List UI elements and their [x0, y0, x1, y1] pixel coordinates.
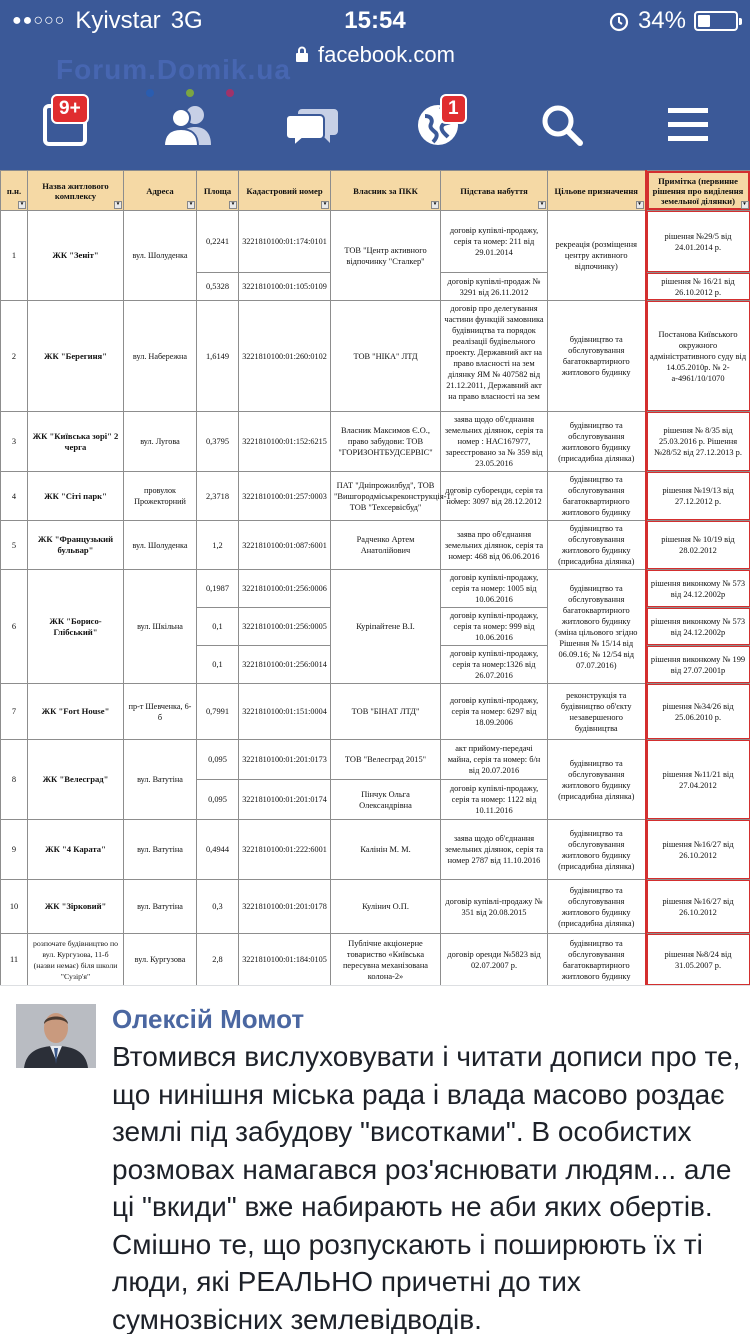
post-text: Втомився вислуховувати і читати дописи про те, що нинішня міська рада і влада масово роздає землі під забудову "висотками". В особистих розмовах намагався роз'яснювати людям... але ці "вкиди" вже набирають не аби яких обертів. Смішно те, що розпускають і поширюють їх ті люди, які РЕАЛЬНО причетні до тих сумнозвісних землевідводів.: [112, 1041, 741, 1334]
cell: рішення № 10/19 від 28.02.2012: [646, 521, 750, 570]
cell: ТОВ "НІКА" ЛТД: [331, 301, 441, 412]
cell: вул. Ватутіна: [124, 820, 197, 880]
cell: Пінчук Ольга Олександрівна: [331, 780, 441, 820]
table-row: [1, 880, 750, 934]
cell: договір купівлі-продажу, серія та номер:1326 від 26.07.2016: [441, 646, 548, 684]
cell: вул. Шолуденка: [124, 211, 197, 301]
menu-icon: [666, 105, 710, 145]
cell: договір купівлі-продажу, серія та номер: 211 від 29.01.2014: [441, 211, 548, 273]
cell: вул. Лугова: [124, 412, 197, 472]
post-image-land-registry-table[interactable]: [0, 170, 750, 985]
cell: договір купівлі-продажу, серія та номер: 1122 від 10.11.2016: [441, 780, 548, 820]
cell: 2: [1, 301, 28, 412]
column-header: Цільове призначення ▾: [548, 171, 646, 211]
cell: 3221810100:01:087:6001: [239, 521, 331, 570]
cell: рішення виконкому № 573 від 24.12.2002р: [646, 608, 750, 646]
cell: 3221810100:01:184:0105: [239, 934, 331, 986]
cell: рішення виконкому № 573 від 24.12.2002р: [646, 570, 750, 608]
cell: ТОВ "Центр активного відпочинку "Сталкер": [331, 211, 441, 301]
cell: 3221810100:01:174:0101: [239, 211, 331, 273]
cell: рішення №11/21 від 27.04.2012: [646, 740, 750, 820]
cell: рішення №8/24 від 31.05.2007 р.: [646, 934, 750, 986]
column-header: Кадастровий номер ▾: [239, 171, 331, 211]
cell: [441, 301, 548, 412]
cell: будівництво та обслуговування багатоквартирного житлового будинку: [548, 472, 646, 521]
column-header: Адреса ▾: [124, 171, 197, 211]
clock: 15:54: [344, 7, 406, 34]
cell: ЖК "Київська зорі" 2 черга: [28, 412, 124, 472]
cell: ЖК "Борисо-Глібський": [28, 570, 124, 684]
cell: будівництво та обслуговування житлового будинку (присадибна ділянка): [548, 740, 646, 820]
cell: рішення виконкому № 199 від 27.07.2001р: [646, 646, 750, 684]
cell: 10: [1, 880, 28, 934]
cell: 1,6149: [197, 301, 239, 412]
cell: Куріпайтене В.І.: [331, 570, 441, 684]
cell: ЖК "Французький бульвар": [28, 521, 124, 570]
cell: 2,3718: [197, 472, 239, 521]
messages-icon: [284, 103, 340, 147]
cell: 11: [1, 934, 28, 986]
alarm-icon: [608, 10, 630, 32]
cell: ЖК "4 Карата": [28, 820, 124, 880]
cell: 3221810100:01:257:0003: [239, 472, 331, 521]
network-type: 3G: [170, 7, 203, 34]
notifications-tab[interactable]: [398, 90, 478, 160]
cell: ЖК "Берегиня": [28, 301, 124, 412]
cell: 9: [1, 820, 28, 880]
battery-icon: [694, 11, 738, 31]
cell: провулок Прожекторний: [124, 472, 197, 521]
cell: Кулінич О.П.: [331, 880, 441, 934]
cell: ЖК "Зірковий": [28, 880, 124, 934]
cell: 2,8: [197, 934, 239, 986]
cell: договір купівлі-продажу, серія та номер: 6297 від 18.09.2006: [441, 684, 548, 740]
cell: Власник Максимов Є.О., право забудови: ТОВ "ГОРИЗОНТБУДСЕРВІС": [331, 412, 441, 472]
land-registry-table: [0, 170, 750, 985]
table-header-row: [1, 171, 750, 211]
cell: заява щодо об'єднання земельних ділянок, серія та номер : НАС167977, зареєстровано за № 359 від 23.05.2016: [441, 412, 548, 472]
cell: 0,7991: [197, 684, 239, 740]
cell: заява про об'єднання земельних ділянок, серія та номер: 468 від 06.06.2016: [441, 521, 548, 570]
cell: 3221810100:01:105:0109: [239, 273, 331, 301]
cell: договір купівлі-продажу, серія та номер: 1005 від 10.06.2016: [441, 570, 548, 608]
cell: 0,3: [197, 880, 239, 934]
column-header: Власник за ПКК ▾: [331, 171, 441, 211]
cell: вул. Ватутіна: [124, 740, 197, 820]
cell: 8: [1, 740, 28, 820]
column-header: Назва житлового комплексу ▾: [28, 171, 124, 211]
cell: реконструкція та будівництво об'єкту незавершеного будівництва: [548, 684, 646, 740]
post-author-name[interactable]: Олексій Момот: [112, 1004, 305, 1034]
cell: будівництво та обслуговування багатоквартирного житлового будинку (зміна цільового згідно Рішення № 15/14 від 06.09.16; № 12/54 від 07.07.2016): [548, 570, 646, 684]
table-row: [1, 570, 750, 608]
cell: вул. Набережна: [124, 301, 197, 412]
cell: Радченко Артем Анатолійович: [331, 521, 441, 570]
cell: 0,4944: [197, 820, 239, 880]
cell: будівництво та обслуговування багатоквартирного житлового будинку: [548, 934, 646, 986]
cell: рішення № 8/35 від 25.03.2016 р. Рішення №28/52 від 27.12.2013 р.: [646, 412, 750, 472]
cell: 0,1: [197, 608, 239, 646]
facebook-post: [0, 985, 750, 1334]
cell: будівництво та обслуговування житлового будинку (присадибна ділянка): [548, 412, 646, 472]
notifications-count-badge: 1: [440, 94, 467, 124]
watermark: Forum.Domik.ua: [56, 54, 291, 85]
cell: рішення №19/13 від 27.12.2012 р.: [646, 472, 750, 521]
news-feed-tab[interactable]: [25, 90, 105, 160]
friends-tab[interactable]: [148, 90, 228, 160]
cell: 0,095: [197, 740, 239, 780]
cell: 4: [1, 472, 28, 521]
cell: 3221810100:01:201:0174: [239, 780, 331, 820]
battery-percentage: 34%: [637, 7, 686, 34]
table-row: [1, 684, 750, 740]
notifications-badge: 9+: [51, 94, 89, 124]
cell: 3: [1, 412, 28, 472]
table-row: [1, 472, 750, 521]
cell: договір купівлі-продажу, серія та номер: 999 від 10.06.2016: [441, 608, 548, 646]
cell: ТОВ "Велесград 2015": [331, 740, 441, 780]
cell: договір суборенди, серія та номер: 3097 від 28.12.2012: [441, 472, 548, 521]
search-icon: [540, 103, 584, 147]
url-text: facebook.com: [318, 42, 455, 67]
cell: 3221810100:01:260:0102: [239, 301, 331, 412]
cell: вул. Ватутіна: [124, 880, 197, 934]
cell: рішення №34/26 від 25.06.2010 р.: [646, 684, 750, 740]
cell: 0,1: [197, 646, 239, 684]
table-row: [1, 211, 750, 273]
cell: 0,095: [197, 780, 239, 820]
cell: вул. Кургузова: [124, 934, 197, 986]
cell: договір купівлі-продаж № 3291 від 26.11.2012: [441, 273, 548, 301]
messages-tab[interactable]: [272, 90, 352, 160]
menu-tab[interactable]: [648, 90, 728, 160]
search-tab[interactable]: [522, 90, 602, 160]
cell: акт прийому-передачі майна, серія та номер: б/н від 20.07.2016: [441, 740, 548, 780]
table-row: [1, 412, 750, 472]
cell: ЖК "Fort House": [28, 684, 124, 740]
cell: рішення № 16/21 від 26.10.2012 р.: [646, 273, 750, 301]
cell: 3221810100:01:152:6215: [239, 412, 331, 472]
cell: вул. Шолуденка: [124, 521, 197, 570]
cell: 0,3795: [197, 412, 239, 472]
cell: ЖК "Велесград": [28, 740, 124, 820]
cell: 0,5328: [197, 273, 239, 301]
cell: 3221810100:01:222:6001: [239, 820, 331, 880]
cell: 6: [1, 570, 28, 684]
status-bar: [0, 0, 750, 40]
cell: 7: [1, 684, 28, 740]
cell: вул. Шкільна: [124, 570, 197, 684]
author-avatar[interactable]: [16, 1004, 96, 1068]
cell: 0,2241: [197, 211, 239, 273]
cell: договір купівлі-продажу № 351 від 20.08.2015: [441, 880, 548, 934]
cell: рекреація (розміщення центру активного відпочинку): [548, 211, 646, 301]
cell: будівництво та обслуговування житлового будинку (присадибна ділянка): [548, 521, 646, 570]
table-row: [1, 521, 750, 570]
cell: 3221810100:01:256:0005: [239, 608, 331, 646]
cell-text: договір про делегування частини функцій замовника будівництва та порядок реалізації будівельного проекту. Державний акт на право власності на зем ділянку ЯМ № 407582 від 21.12.2011, Державний акт на право власності на зем: [444, 304, 544, 401]
table-row: [1, 301, 750, 412]
cell: 0,1987: [197, 570, 239, 608]
cell: будівництво та обслуговування житлового будинку (присадибна ділянка): [548, 820, 646, 880]
lock-icon: [295, 46, 314, 66]
cell: ЖК "Зеніт": [28, 211, 124, 301]
cell: 3221810100:01:256:0014: [239, 646, 331, 684]
table-row: [1, 820, 750, 880]
cell: ЖК "Сіті парк": [28, 472, 124, 521]
cell: рішення №16/27 від 26.10.2012: [646, 820, 750, 880]
cell: 3221810100:01:256:0006: [239, 570, 331, 608]
cell: Калінін М. М.: [331, 820, 441, 880]
friends-icon: [161, 103, 215, 147]
cell: 1: [1, 211, 28, 301]
cell: будівництво та обслуговування багатоквартирного житлового будинку: [548, 301, 646, 412]
column-header-note: Примітка (первинне рішення про виділення земельної ділянки) ▾: [646, 171, 750, 211]
cell: рішення №29/5 від 24.01.2014 р.: [646, 211, 750, 273]
column-header: Площа ▾: [197, 171, 239, 211]
cell: Публічне акціонерне товариство «Київська пересувна механізована колона-2»: [331, 934, 441, 986]
table-row: [1, 740, 750, 780]
cell: ПАТ "Дніпрожилбуд", ТОВ "Вишгородміськреконструкція-1", ТОВ "Техсервісбуд": [331, 472, 441, 521]
column-header: п.н. ▾: [1, 171, 28, 211]
cell: 5: [1, 521, 28, 570]
cell: будівництво та обслуговування житлового будинку (присадибна ділянка): [548, 880, 646, 934]
signal-strength-icon: ●●○○○: [12, 12, 66, 29]
cell: ТОВ "БІНАТ ЛТД": [331, 684, 441, 740]
cell: 1,2: [197, 521, 239, 570]
cell: Постанова Київського окружного адміністративного суду від 14.05.2010р. № 2-а-4961/10/1070: [646, 301, 750, 412]
carrier-name: Kyivstar: [75, 7, 161, 34]
cell: 3221810100:01:151:0004: [239, 684, 331, 740]
cell: заява щодо об'єднання земельних ділянок, серія та номер 2787 від 11.10.2016: [441, 820, 548, 880]
table-row: [1, 934, 750, 986]
cell: пр-т Шевченка, 6-б: [124, 684, 197, 740]
cell: договір оренди №5823 від 02.07.2007 р.: [441, 934, 548, 986]
cell: 3221810100:01:201:0178: [239, 880, 331, 934]
cell: 3221810100:01:201:0173: [239, 740, 331, 780]
cell: розпочате будівництво по вул. Кургузова, 11-б (назви немає) біля школи "Сузір'я": [28, 934, 124, 986]
column-header: Підстава набуття ▾: [441, 171, 548, 211]
cell: рішення №16/27 від 26.10.2012: [646, 880, 750, 934]
